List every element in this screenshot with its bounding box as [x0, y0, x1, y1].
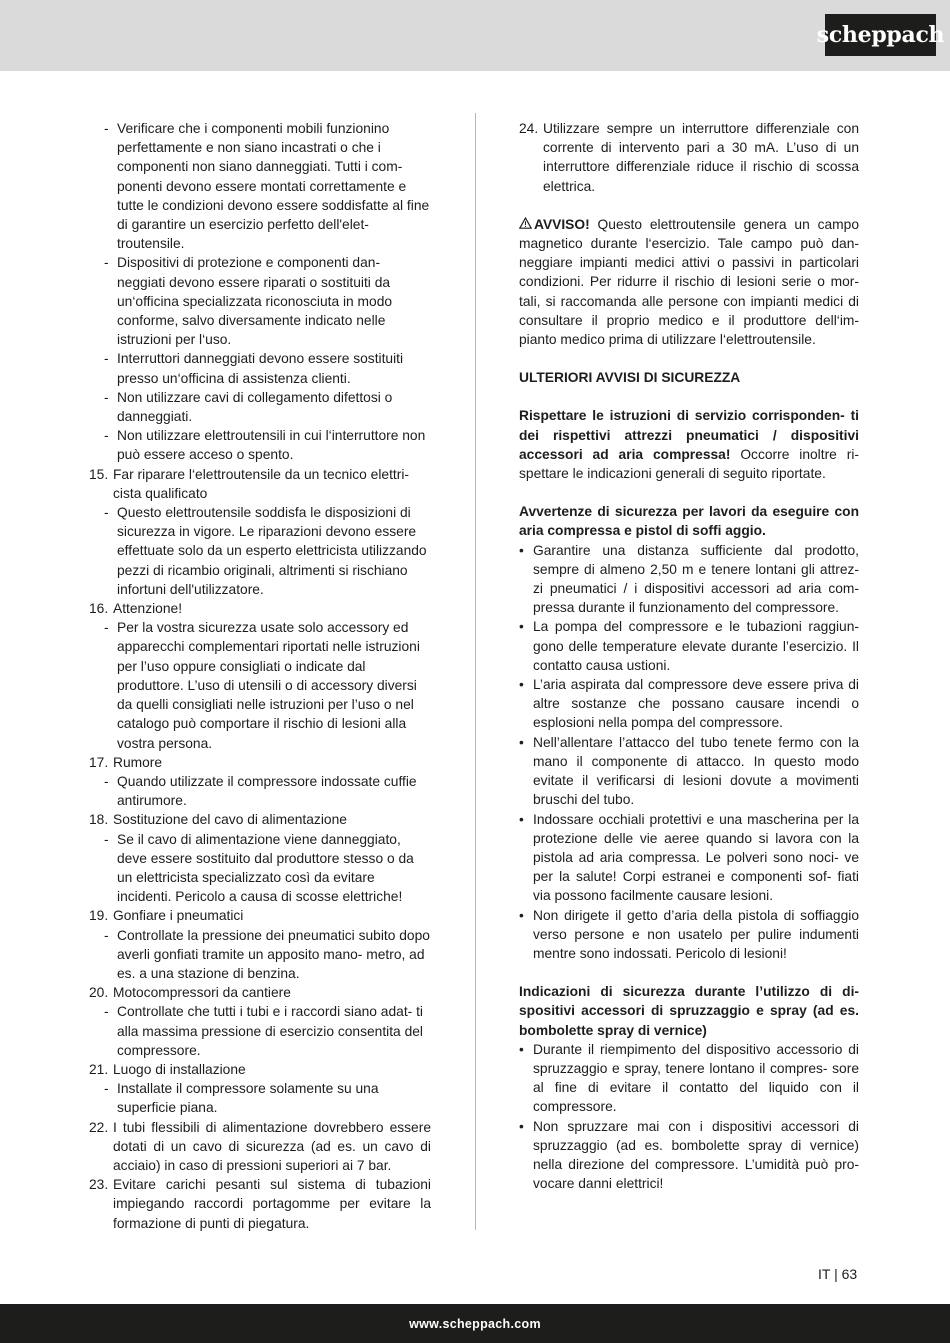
- bullet-item: • Non spruzzare mai con i dispositivi accessori di spruzzaggio (ad es. bombolette spray di vernice) nella direzione del compressore. L’umidità può pro- vocare danni elettrici!: [519, 1117, 859, 1194]
- page-number: IT | 63: [818, 1266, 858, 1282]
- section-heading: ULTERIORI AVVISI DI SICUREZZA: [519, 370, 741, 386]
- bullet-item: • Durante il riempimento del dispositivo accessorio di spruzzaggio e spray, tenere lontano il compres- sore al fine di evitare il contatto del liquido con il compressore.: [519, 1040, 859, 1117]
- warning-label: AVVISO!: [534, 216, 590, 232]
- intro-text: Occorre inoltre ri- spettare le indicazioni generali di seguito riportate.: [519, 446, 859, 482]
- item-text: Far riparare l‘elettroutensile da un tecnico elettri- cista qualificato: [113, 466, 410, 501]
- item-number: 15.: [89, 466, 109, 482]
- item-number: 22.: [89, 1119, 109, 1135]
- bullet-item: • La pompa del compressore e le tubazioni raggiun- gono delle temperature elevate durante l’esercizio. Il contatto causa ustioni.: [519, 617, 859, 675]
- website-link[interactable]: www.scheppach.com: [409, 1316, 541, 1331]
- item-text: Evitare carichi pesanti sul sistema di tubazioni impiegando raccordi portagomme per evitare la formazione di punti di piegatura.: [113, 1177, 431, 1231]
- header-bar: [0, 0, 950, 71]
- item-number: 23.: [89, 1177, 109, 1193]
- item-number: 21.: [89, 1061, 109, 1077]
- item-number: 17.: [89, 754, 109, 770]
- numbered-item-16: [89, 599, 431, 618]
- list-item: - Quando utilizzate il compressore indossate cuffie antirumore.: [89, 772, 431, 810]
- numbered-item-20: [89, 983, 431, 1002]
- warning-triangle-icon: [519, 215, 534, 234]
- numbered-item-17: [89, 753, 431, 772]
- numbered-item-24: [519, 119, 859, 196]
- list-item: - Controllate che tutti i tubi e i raccordi siano adat- ti alla massima pressione di esercizio consentita del compressore.: [89, 1002, 431, 1060]
- warning-text: Questo elettroutensile genera un campo magnetico durante l‘esercizio. Tale campo può dan- neggiare impianti medici attivi o passivi in particolari condizioni. Per ridurre il rischio di lesioni serie o mor- tali, si raccomanda alle persone con impianti medici di consultare il proprio medico e il produttore dell‘im- pianto medico prima di utilizzare l‘elettroutensile.: [519, 216, 859, 348]
- bullet-item: • Nell’allentare l’attacco del tubo tenete fermo con la mano il componente di attacco. In questo modo evitate il verificarsi di lesioni dovute a movimenti bruschi del tubo.: [519, 733, 859, 810]
- section-title: Avvertenze di sicurezza per lavori da eseguire con aria compressa e pistol di soffi aggio.: [519, 504, 859, 539]
- numbered-item-18: [89, 810, 431, 829]
- bullet-item: • Non dirigete il getto d’aria della pistola di soffiaggio verso persone e non usatelo per pulire indumenti mentre sono indossati. Pericolo di lesioni!: [519, 906, 859, 964]
- bullet-item: • L’aria aspirata dal compressore deve essere priva di altre sostanze che possano causare incendi o esplosioni nella pompa del compressore.: [519, 675, 859, 733]
- item-text: Gonfiare i pneumatici: [113, 908, 244, 924]
- list-item: - Verificare che i componenti mobili funzionino perfettamente e non siano incastrati o che i componenti non siano danneggiati. Tutti i com- ponenti devono essere montati correttamente e tutte le condizioni devono essere soddisfatte al fine di garantire un esercizio perfetto dell'elet- troutensile.: [89, 119, 431, 253]
- item-text: Motocompressori da cantiere: [113, 985, 291, 1001]
- numbered-item-21: [89, 1060, 431, 1079]
- item-number: 20.: [89, 985, 109, 1001]
- left-column: [89, 119, 431, 1233]
- item-number: 18.: [89, 812, 109, 828]
- item-text: Utilizzare sempre un interruttore differenziale con corrente di intervento pari a 30 mA. L’uso di un interruttore differenziale riduce il rischio di scossa elettrica.: [543, 121, 859, 194]
- list-item: - Installate il compressore solamente su una superficie piana.: [89, 1079, 431, 1117]
- section-title: Indicazioni di sicurezza durante l’utilizzo di di- spositivi accessori di spruzzaggio e spray (ad es. bombolette spray di vernice): [519, 984, 859, 1038]
- numbered-item-15: [89, 465, 431, 503]
- bullet-item: • Garantire una distanza sufficiente dal prodotto, sempre di almeno 2,50 m e tenere lontani gli attrez- zi pneumatici / i dispositivi accessori ad aria com- pressa durante il funzionamento del compressore.: [519, 541, 859, 618]
- item-number: 16.: [89, 601, 109, 617]
- list-item: - Controllate la pressione dei pneumatici subito dopo averli gonfiati tramite un apposito mano- metro, ad es. a una stazione di benzina.: [89, 926, 431, 984]
- item-text: Sostituzione del cavo di alimentazione: [113, 812, 347, 828]
- numbered-item-23: [89, 1175, 431, 1233]
- list-item: - Per la vostra sicurezza usate solo accessory ed apparecchi complementari riportati nelle istruzioni per l’uso oppure consigliati o indicate dal produttore. L’uso di utensili o di accessory diversi da quelli consigliati nelle istruzioni per l’uso o nel catalogo può comportare il rischio di lesioni alla vostra persona.: [89, 618, 431, 752]
- list-item: - Interruttori danneggiati devono essere sostituiti presso un‘officina di assistenza clienti.: [89, 349, 431, 387]
- item-text: Luogo di installazione: [113, 1061, 246, 1077]
- footer-bar: [0, 1304, 950, 1343]
- list-item: - Non utilizzare elettroutensili in cui l‘interruttore non può essere acceso o spento.: [89, 426, 431, 464]
- list-item: - Dispositivi di protezione e componenti dan- neggiati devono essere riparati o sostituiti da un‘officina specializzata riconosciuta in modo conforme, salvo diversamente indicato nelle istruzioni per l‘uso.: [89, 253, 431, 349]
- warning-paragraph: [519, 215, 859, 349]
- right-column: [519, 119, 859, 1193]
- list-item: - Se il cavo di alimentazione viene danneggiato, deve essere sostituito dal produttore stesso o da un elettricista specializzato così da evitare incidenti. Pericolo a causa di scosse elettriche!: [89, 830, 431, 907]
- numbered-item-19: [89, 906, 431, 925]
- bullet-item: • Indossare occhiali protettivi e una mascherina per la protezione delle vie aeree quando si lavora con la pistola ad aria compressa. Le polveri sono noci- ve per la salute! Corpi estranei e componenti sof- fiati via possono facilmente causare lesioni.: [519, 810, 859, 906]
- item-text: Rumore: [113, 754, 163, 770]
- item-number: 19.: [89, 908, 109, 924]
- list-item: - Non utilizzare cavi di collegamento difettosi o danneggiati.: [89, 388, 431, 426]
- item-text: Attenzione!: [113, 601, 183, 617]
- numbered-item-22: [89, 1118, 431, 1176]
- intro-bold: Rispettare le istruzioni di servizio corrisponden- ti dei rispettivi attrezzi pneumatici / dispositivi accessori ad aria compressa!: [519, 408, 859, 462]
- item-text: I tubi flessibili di alimentazione dovrebbero essere dotati di un cavo di sicurezza (ad es. un cavo di acciaio) in caso di pressioni superiori ai 7 bar.: [113, 1119, 431, 1173]
- brand-logo: scheppach: [825, 14, 936, 56]
- column-divider: [475, 113, 476, 1230]
- list-item: - Questo elettroutensile soddisfa le disposizioni di sicurezza in vigore. Le riparazioni devono essere effettuate solo da un esperto elettricista utilizzando pezzi di ricambio originali, altrimenti si rischiano infortuni dell'utilizzatore.: [89, 503, 431, 599]
- item-number: 24.: [519, 121, 539, 136]
- intro-paragraph: [519, 406, 859, 483]
